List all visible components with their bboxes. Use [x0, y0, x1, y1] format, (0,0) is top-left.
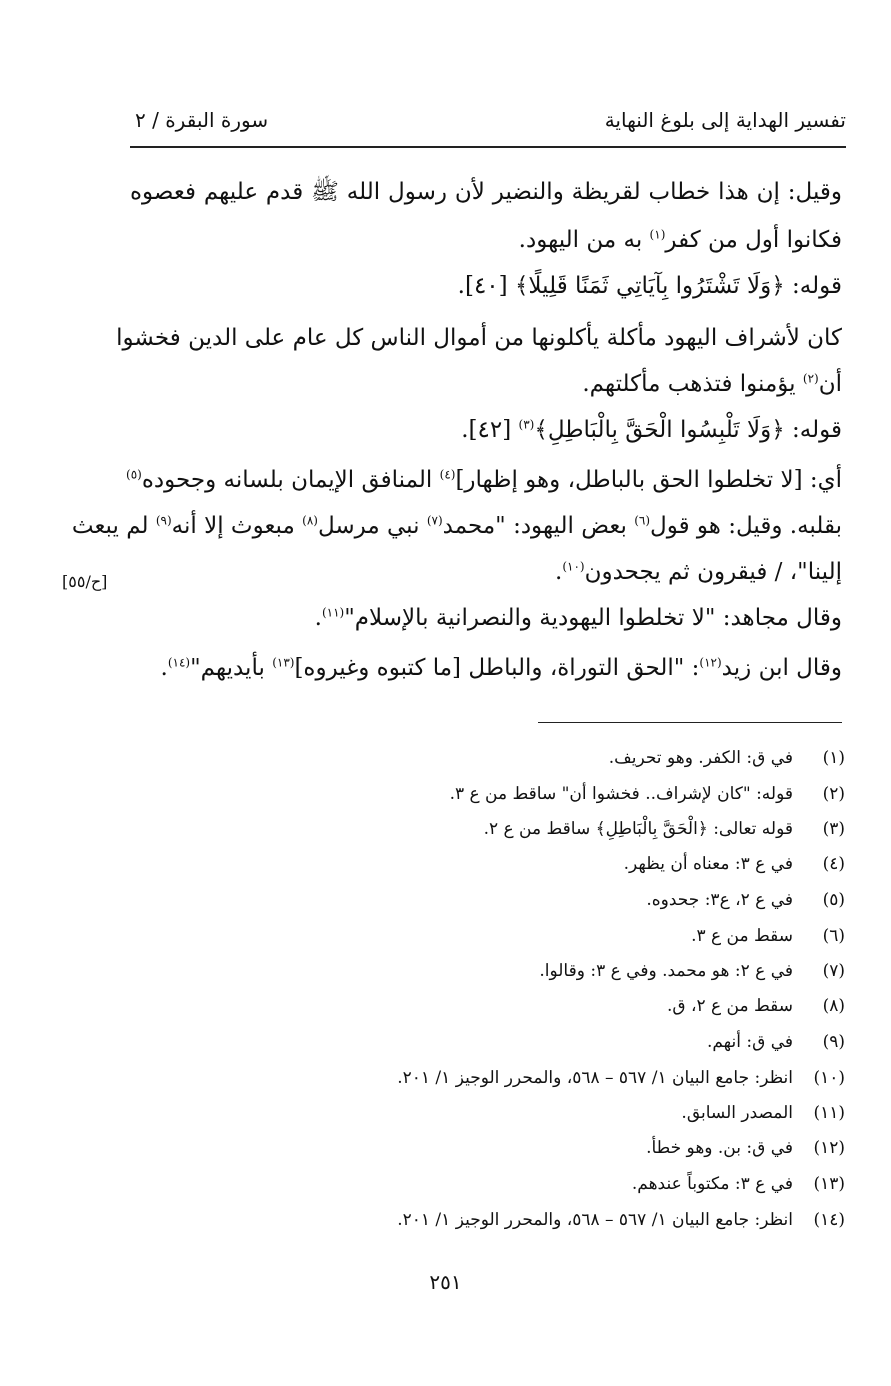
footnote-ref-6: (٦) [634, 513, 651, 528]
footnote-number: (٨) [822, 996, 845, 1016]
footnote-number: (٧) [822, 961, 845, 981]
footnote-number: (١٤) [813, 1210, 845, 1230]
footnote-number: (٦) [822, 926, 845, 946]
footnote-divider [538, 722, 842, 723]
body-text: وقال مجاهد: "لا تخلطوا اليهودية والنصرانية بالإسلام" [344, 605, 842, 631]
body-text: أي: [لا تخلطوا الحق بالباطل، وهو إظهار] [455, 467, 842, 493]
footnote-ref-5: (٥) [126, 467, 142, 482]
body-text: بقلبه. وقيل: هو قول [650, 513, 842, 539]
body-text: نبي مرسل [317, 513, 420, 539]
footnote-number: (١٣) [813, 1174, 845, 1194]
body-text: بعض اليهود: "محمد [442, 513, 627, 539]
body-text: إلينا"، / فيقرون ثم يجحدون [584, 559, 842, 585]
footnote-number: (١٠) [813, 1068, 845, 1088]
body-text: فكانوا أول من كفر [665, 227, 842, 253]
footnote-number: (٤) [822, 854, 845, 874]
body-text: . [314, 605, 322, 631]
body-line-7 [126, 464, 842, 496]
footnote-5 [646, 887, 845, 913]
footnote-8 [667, 993, 845, 1019]
footnote-ref-11: (١١) [321, 605, 345, 620]
footnote-7 [539, 958, 845, 984]
body-text: مبعوث إلا أنه [171, 513, 295, 539]
footnote-ref-7: (٧) [426, 513, 443, 528]
footnote-ref-9: (٩) [155, 513, 172, 528]
footnote-10 [397, 1065, 845, 1091]
footnote-12 [646, 1135, 845, 1161]
footnote-number: (١٢) [813, 1138, 845, 1158]
footnote-ref-13: (١٣) [272, 655, 295, 670]
body-text: . [555, 559, 563, 585]
footnote-number: (١) [822, 748, 845, 768]
running-header-book-title: تفسير الهداية إلى بلوغ النهاية [604, 108, 846, 132]
footnote-13 [632, 1171, 845, 1197]
body-text: المنافق الإيمان بلسانه وجحوده [141, 467, 433, 493]
footnote-2 [450, 781, 845, 807]
footnote-11 [681, 1100, 845, 1126]
footnote-text: في ع ٣: مكتوباً عندهم. [631, 1174, 793, 1194]
verse-number: [٤٢]. [461, 417, 512, 443]
body-line-4: كان لأشراف اليهود مأكلة يأكلونها من أموال الناس كل عام على الدين فخشوا [116, 325, 842, 351]
footnote-14 [397, 1207, 845, 1233]
body-text: بأيديهم" [190, 655, 265, 681]
footnote-text: قوله تعالى: ﴿الْحَقَّ بِالْبَاطِلِ﴾ ساقط من ع ٢. [483, 819, 793, 839]
body-line-1: وقيل: إن هذا خطاب لقريظة والنضير لأن رسول الله ﷺ قدم عليهم فعصوه [130, 179, 842, 205]
body-line-11 [130, 652, 842, 684]
footnote-text: انظر: جامع البيان ١/ ٥٦٧ – ٥٦٨، والمحرر الوجيز ١/ ٢٠١. [397, 1068, 793, 1088]
footnote-9 [707, 1029, 845, 1055]
footnote-text: في ق: أنهم. [706, 1032, 793, 1052]
footnote-ref-14: (١٤) [167, 655, 191, 670]
footnote-1 [609, 745, 845, 771]
body-line-9 [130, 556, 842, 588]
footnote-3 [484, 816, 845, 842]
body-line-10 [130, 602, 842, 634]
footnote-text: سقط من ع ٣. [691, 926, 793, 946]
footnote-text: المصدر السابق. [681, 1103, 793, 1123]
header-divider [130, 146, 846, 148]
footnote-ref-8: (٨) [302, 513, 318, 528]
footnote-number: (٩) [822, 1032, 845, 1052]
footnote-ref-2: (٢) [802, 371, 819, 386]
verse-text: قوله: ﴿وَلَا تَلْبِسُوا الْحَقَّ بِالْبَاطِلِ﴾ [534, 417, 842, 443]
footnote-text: سقط من ع ٢، ق. [666, 996, 793, 1016]
footnote-ref-1: (١) [649, 227, 666, 242]
footnote-6 [691, 923, 845, 949]
footnote-number: (١١) [813, 1103, 845, 1123]
footnote-text: في ق: الكفر. وهو تحريف. [608, 748, 793, 768]
footnote-4 [624, 851, 845, 877]
footnote-text: قوله: "كان لإشراف.. فخشوا أن" ساقط من ع ٣. [449, 784, 793, 804]
body-line-2 [130, 224, 842, 256]
body-text: لم يبعث [71, 513, 149, 539]
footnote-text: في ع ٢، ع٣: جحدوه. [646, 890, 793, 910]
body-line-5 [130, 368, 842, 400]
footnote-number: (٢) [822, 784, 845, 804]
body-text: أن [818, 371, 842, 397]
running-header-surah: سورة البقرة / ٢ [135, 108, 269, 132]
footnote-ref-12: (١٢) [699, 655, 722, 670]
footnote-ref-4: (٤) [439, 467, 456, 482]
body-text: يؤمنوا فتذهب مأكلتهم. [582, 371, 796, 397]
body-line-8 [71, 510, 842, 542]
quran-verse-42 [130, 414, 842, 446]
body-text: وقال ابن زيد [721, 655, 842, 681]
footnote-text: في ق: بن. وهو خطأ. [646, 1138, 793, 1158]
footnote-ref-3: (٣) [518, 417, 535, 432]
body-text: : "الحق التوراة، والباطل [ما كتبوه وغيروه] [294, 655, 700, 681]
footnote-ref-10: (١٠) [562, 559, 585, 574]
footnote-text: في ع ٢: هو محمد. وفي ع ٣: وقالوا. [539, 961, 793, 981]
footnote-text: في ع ٣: معناه أن يظهر. [623, 854, 793, 874]
footnote-text: انظر: جامع البيان ١/ ٥٦٧ – ٥٦٨، والمحرر الوجيز ١/ ٢٠١. [397, 1210, 793, 1230]
quran-verse-40: قوله: ﴿وَلَا تَشْتَرُوا بِآيَاتِي ثَمَنًا قَلِيلًا﴾ [٤٠]. [457, 273, 842, 299]
margin-manuscript-folio: [ح/٥٥] [62, 572, 108, 591]
body-text: . [160, 655, 168, 681]
footnote-number: (٣) [822, 819, 845, 839]
body-text: به من اليهود. [518, 227, 643, 253]
footnote-number: (٥) [822, 890, 845, 910]
page-number: ٢٥١ [429, 1270, 462, 1294]
